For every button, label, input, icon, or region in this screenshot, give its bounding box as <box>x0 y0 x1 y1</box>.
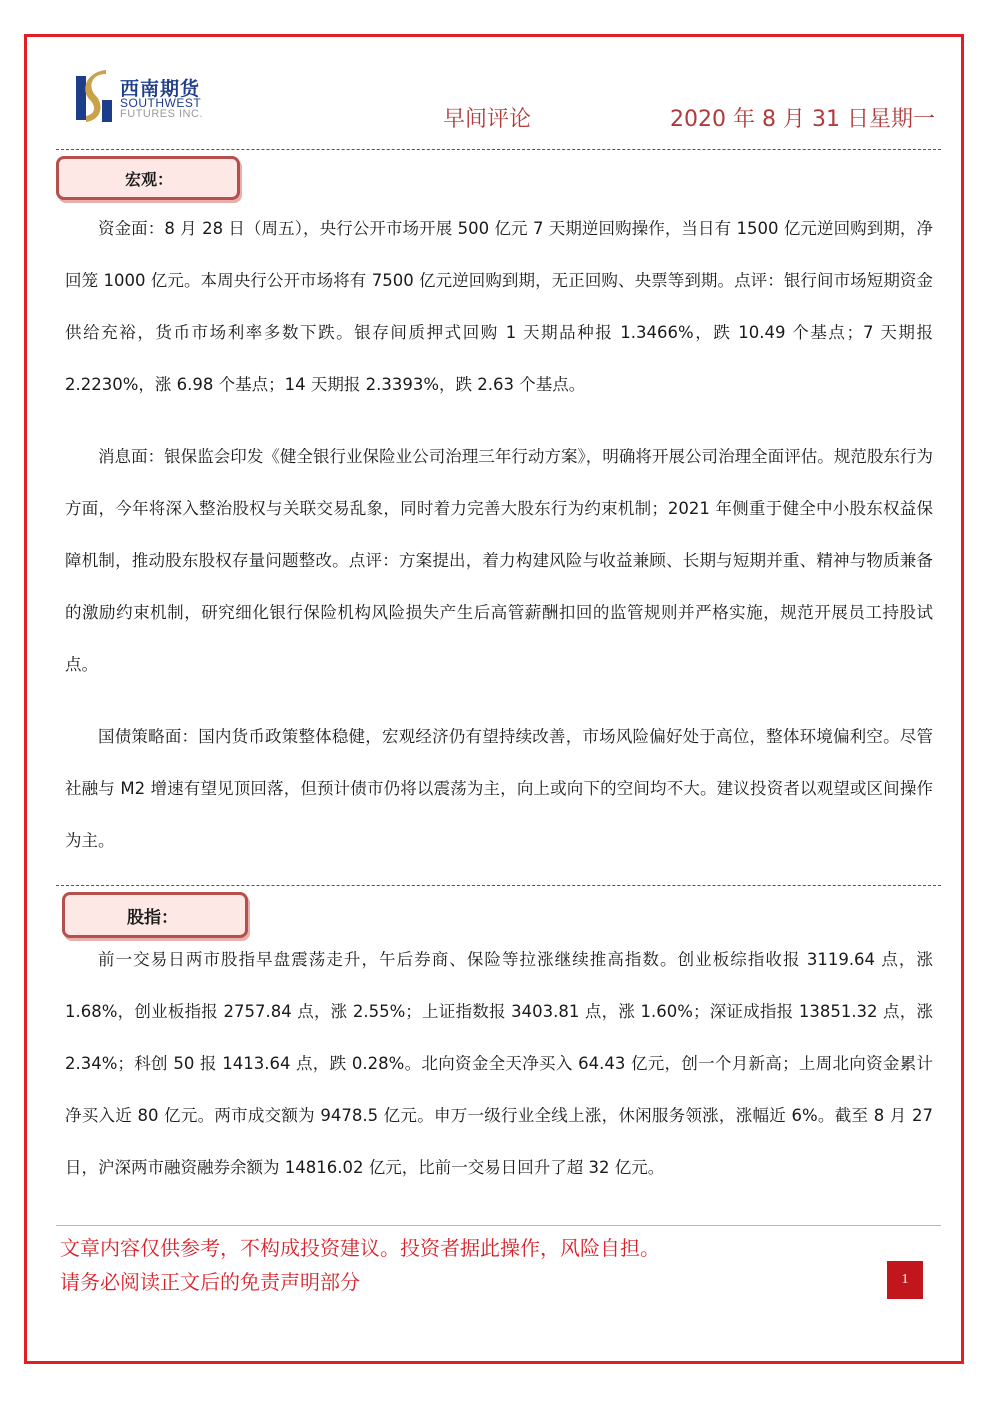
section-tag-macro <box>56 156 240 200</box>
report-date: 2020 年 8 月 31 日星期一 <box>670 107 935 132</box>
paragraph-bond-strategy: 国债策略面：国内货币政策整体稳健，宏观经济仍有望持续改善，市场风险偏好处于高位，整体环境偏利空。尽管社融与 M2 增速有望见顶回落，但预计债市仍将以震荡为主，向上或向下的空间均不大。建议投资者以观望或区间操作为主。 <box>65 727 933 850</box>
report-title: 早间评论 <box>443 107 532 132</box>
logo-mark-icon <box>72 70 116 126</box>
section-tag-index <box>62 892 248 938</box>
header-divider <box>56 149 941 150</box>
page-number-badge: 1 <box>887 1261 923 1299</box>
logo-english-suffix: FUTURES INC. <box>120 108 203 120</box>
disclaimer-line-1: 文章内容仅供参考，不构成投资建议。投资者据此操作，风险自担。 <box>60 1236 660 1260</box>
logo-english-name: SOUTHWEST <box>120 96 202 110</box>
footer-divider <box>56 1225 941 1226</box>
company-logo <box>72 70 210 126</box>
logo-chinese-name: 西南期货 <box>120 78 201 100</box>
section-heading-index: 股指： <box>127 907 178 928</box>
section-divider <box>56 885 941 886</box>
paragraph-stock-index: 前一交易日两市股指早盘震荡走升，午后券商、保险等拉涨继续推高指数。创业板综指收报 3119.64 点，涨 1.68%，创业板指报 2757.84 点，涨 2.55%；上证指数报 3403.81 点，涨 1.60%；深证成指报 13851.32 点，涨 2.34%；科创 50 报 1413.64 点，跌 0.28%。北向资金全天净买入 64.43 亿元，创一个月新高；上周北向资金累计净买入近 80 亿元。两市成交额为 9478.5 亿元。申万一级行业全线上涨，休闲服务领涨，涨幅近 6%。截至 8 月 27 日，沪深两市融资融券余额为 14816.02 亿元，比前一交易日回升了超 32 亿元。 <box>65 950 933 1177</box>
paragraph-funds: 资金面：8 月 28 日（周五），央行公开市场开展 500 亿元 7 天期逆回购操作，当日有 1500 亿元逆回购到期，净回笼 1000 亿元。本周央行公开市场将有 7500 亿元逆回购到期，无正回购、央票等到期。点评：银行间市场短期资金供给充裕，货币市场利率多数下跌。银存间质押式回购 1 天期品种报 1.3466%，跌 10.49 个基点；7 天期报 2.2230%，涨 6.98 个基点；14 天期报 2.3393%，跌 2.63 个基点。 <box>65 219 933 394</box>
section-heading-macro: 宏观： <box>125 169 174 189</box>
disclaimer-line-2: 请务必阅读正文后的免责声明部分 <box>60 1270 360 1294</box>
paragraph-news: 消息面：银保监会印发《健全银行业保险业公司治理三年行动方案》，明确将开展公司治理全面评估。规范股东行为方面，今年将深入整治股权与关联交易乱象，同时着力完善大股东行为约束机制；2021 年侧重于健全中小股东权益保障机制，推动股东股权存量问题整改。点评：方案提出，着力构建风险与收益兼顾、长期与短期并重、精神与物质兼备的激励约束机制，研究细化银行保险机构风险损失产生后高管薪酬扣回的监管规则并严格实施，规范开展员工持股试点。 <box>65 447 933 674</box>
